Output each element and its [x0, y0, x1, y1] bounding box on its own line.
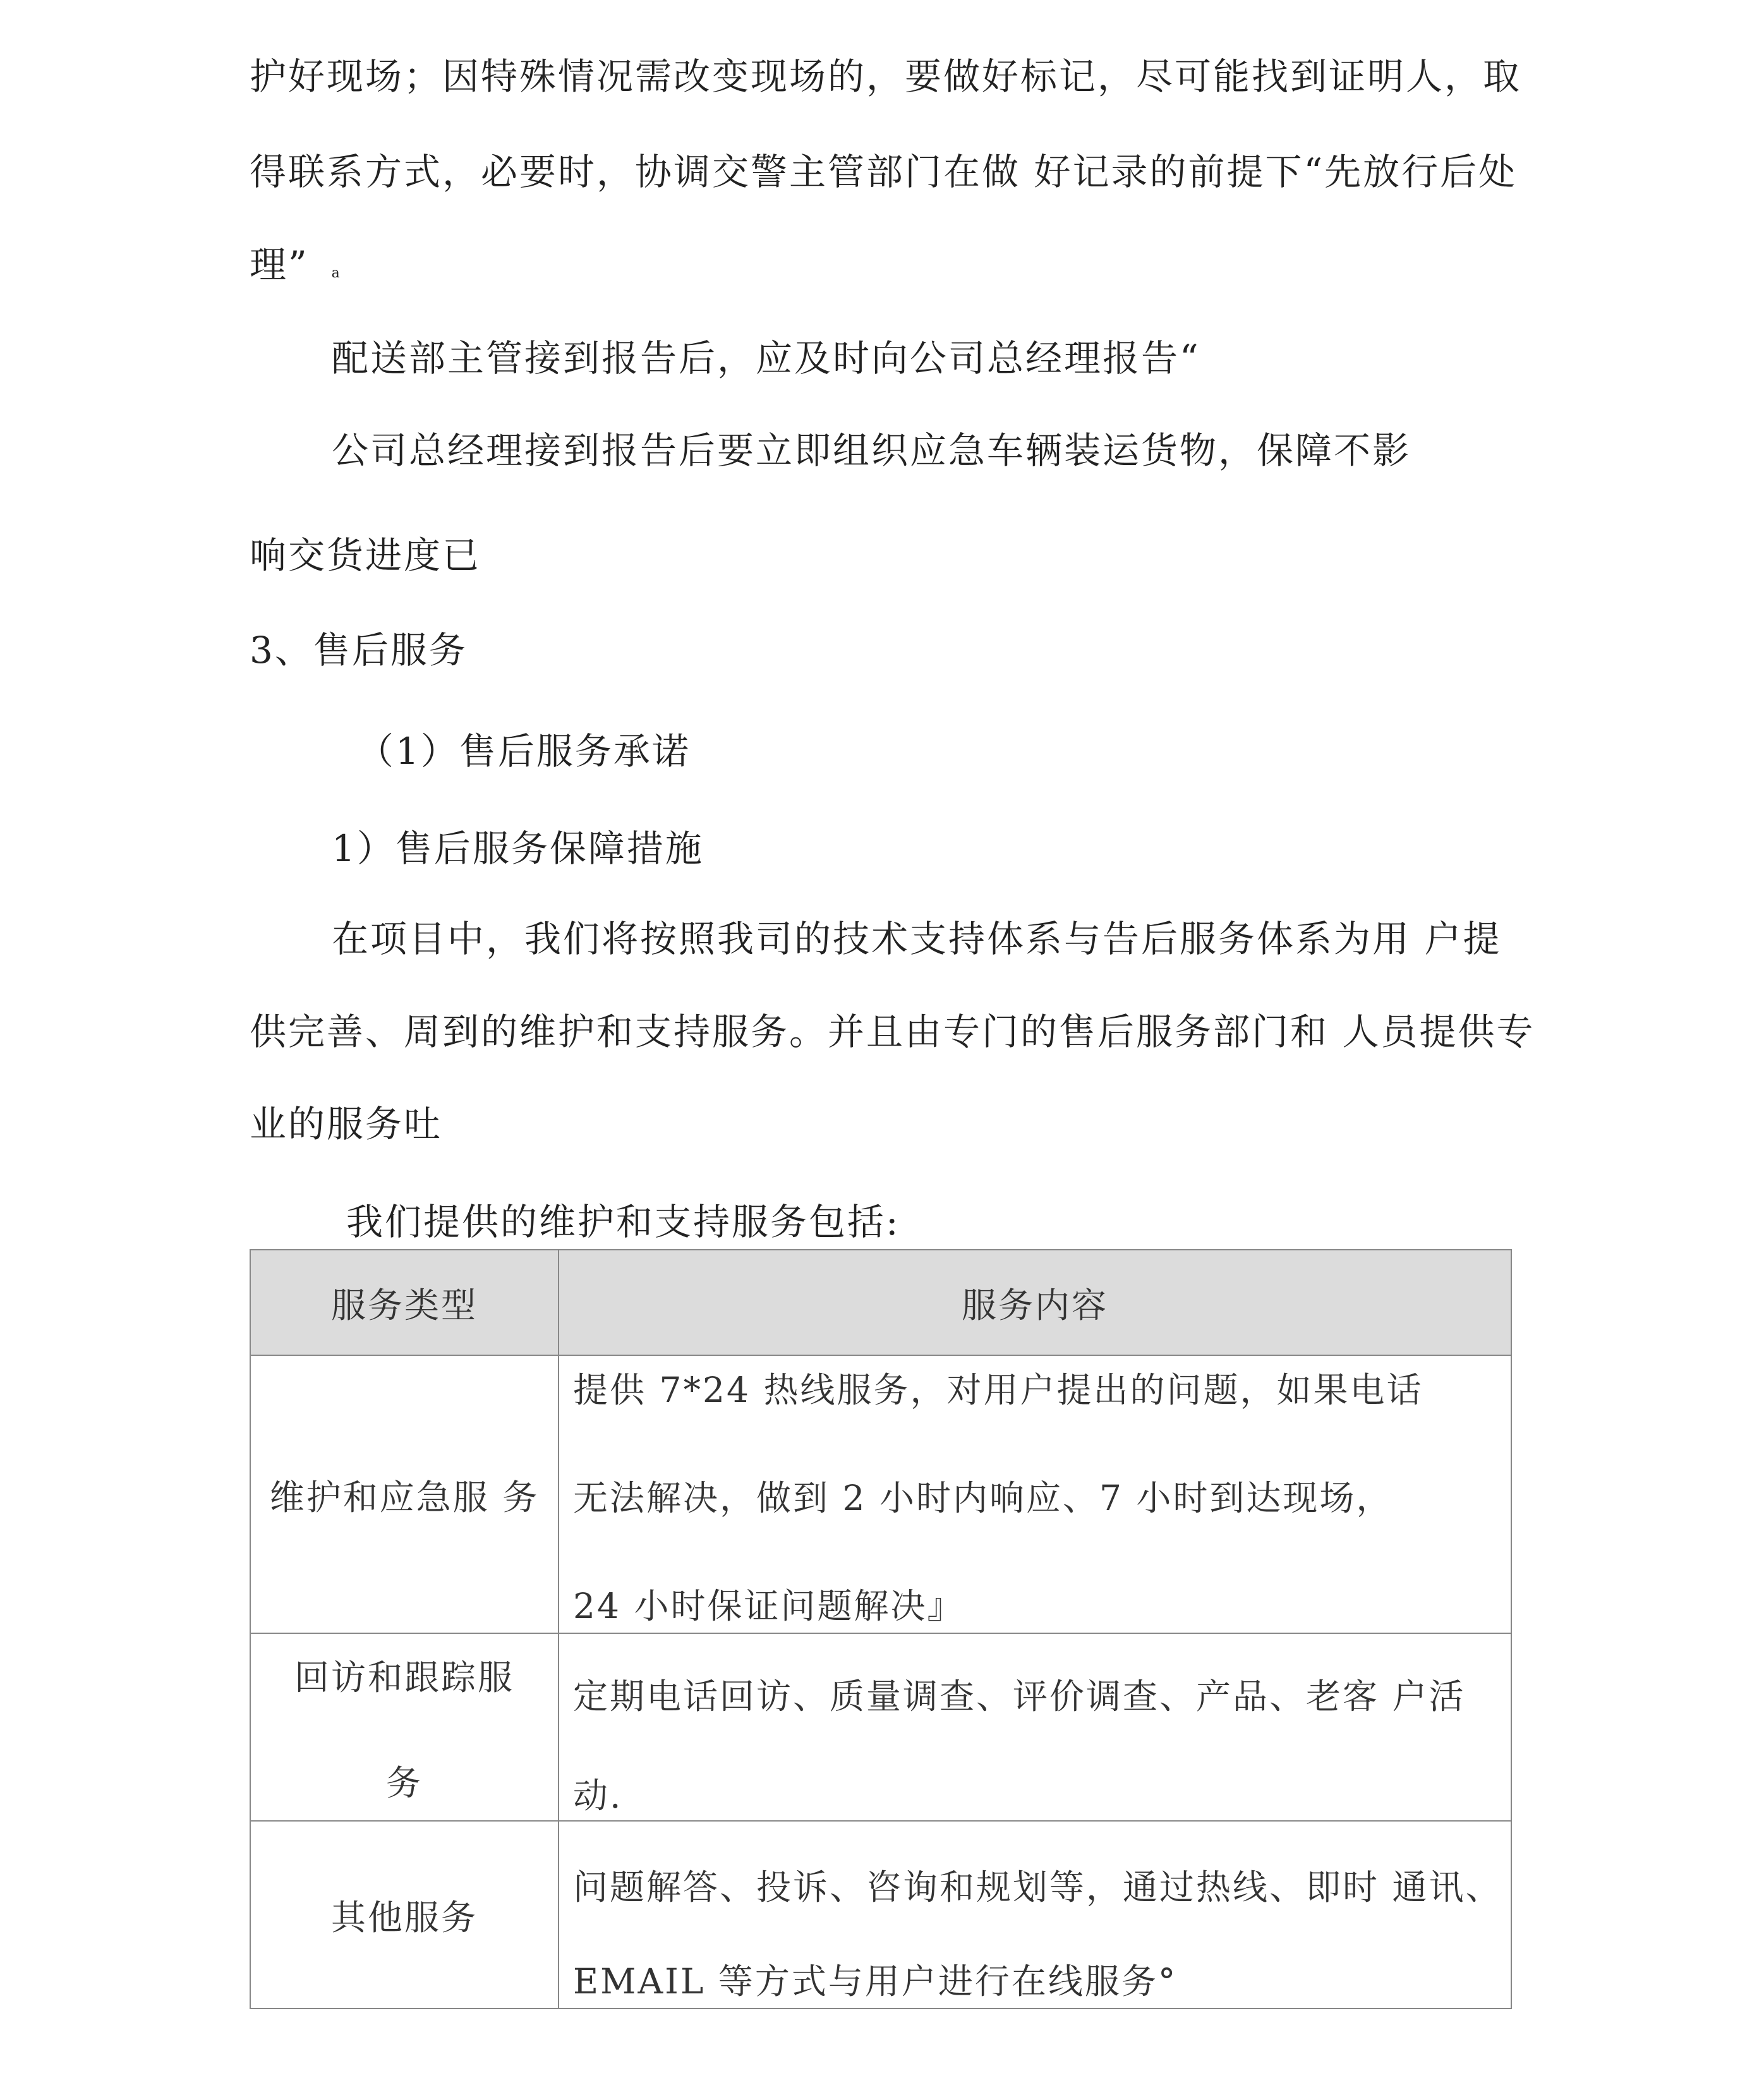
service-content-line: 提供 7*24 热线服务，对用户提出的问题，如果电话	[573, 1370, 1423, 1410]
table-header-cell: 服务类型	[250, 1250, 559, 1355]
service-type-cell	[250, 1633, 559, 1821]
paragraph-text: 理”	[250, 243, 309, 286]
paragraph-line: 护好现场；因特殊情况需改变现场的，要做好标记，尽可能找到证明人，取	[250, 55, 1522, 98]
service-content-line: 无法解决，做到 2 小时内响应、7 小时到达现场，	[573, 1478, 1393, 1518]
service-content-line: 24 小时保证问题解决』	[573, 1586, 964, 1626]
section-heading: 3、售后服务	[250, 629, 468, 672]
paragraph-line	[250, 243, 342, 286]
subsection-heading: （1）售后服务承诺	[357, 730, 691, 773]
paragraph-line: 供完善、周到的维护和支持服务。并且由专门的售后服务部门和 人员提供专	[250, 1010, 1535, 1053]
table-row	[250, 1633, 1511, 1821]
table-row	[250, 1821, 1511, 2009]
service-table	[250, 1249, 1512, 2009]
table-header-cell: 服务内容	[559, 1250, 1511, 1355]
service-content-line: 问题解答、投诉、咨询和规划等，通过热线、即时 通讯、	[573, 1867, 1502, 1907]
service-content-cell	[559, 1633, 1511, 1821]
service-type-text: 务	[385, 1762, 423, 1803]
service-content-cell	[559, 1355, 1511, 1633]
paragraph-line: 公司总经理接到报告后要立即组织应急车辆装运货物，保障不影	[332, 429, 1411, 472]
paragraph-line: 得联系方式，必要时，协调交警主管部门在做 好记录的前提下“先放行后处	[250, 150, 1518, 193]
service-type-text: 回访和跟踪服	[294, 1657, 514, 1698]
service-content-line: 定期电话回访、质量调查、评价调查、产品、老客 户活	[573, 1676, 1466, 1717]
paragraph-line: 响交货进度已	[250, 534, 481, 577]
table-header-row	[250, 1250, 1511, 1355]
service-type-text: 其他服务	[330, 1897, 478, 1938]
table-intro: 我们提供的维护和支持服务包括:	[346, 1200, 900, 1243]
paragraph-line: 配送部主管接到报告后，应及时向公司总经理报告“	[332, 337, 1200, 380]
subsubsection-heading: 1）售后服务保障措施	[332, 827, 704, 870]
stray-mark: a	[331, 265, 342, 281]
table-row	[250, 1355, 1511, 1633]
paragraph-line: 业的服务吐	[250, 1103, 443, 1145]
service-content-cell	[559, 1821, 1511, 2009]
service-content-line: EMAIL 等方式与用户进行在线服务°	[573, 1961, 1178, 2002]
service-type-text: 维护和应急服 务	[269, 1477, 540, 1518]
paragraph-line: 在项目中，我们将按照我司的技术支持体系与告后服务体系为用 户提	[332, 917, 1502, 960]
service-content-line: 动.	[573, 1775, 623, 1816]
service-type-cell	[250, 1821, 559, 2009]
service-type-cell	[250, 1355, 559, 1633]
